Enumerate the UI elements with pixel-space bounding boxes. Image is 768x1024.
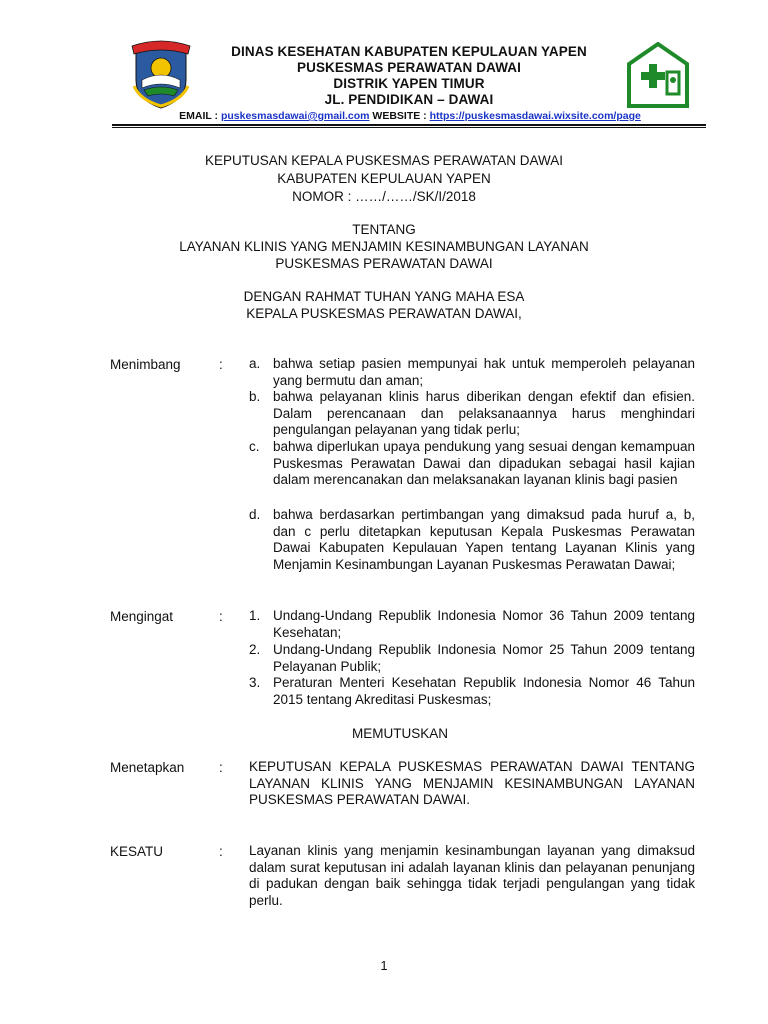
kesatu-colon: : — [219, 844, 223, 859]
decree-title-line1: KEPUTUSAN KEPALA PUSKESMAS PERAWATAN DAWAI — [204, 153, 564, 168]
menimbang-item-a — [249, 356, 695, 389]
decree-number: NOMOR : ……/……/SK/I/2018 — [292, 189, 476, 204]
tentang-heading: TENTANG — [352, 222, 416, 237]
decree-subject-line2: PUSKESMAS PERAWATAN DAWAI — [275, 256, 493, 271]
item-marker: a. — [249, 356, 261, 371]
decree-subject-line1: LAYANAN KLINIS YANG MENJAMIN KESINAMBUNGAN LAYANAN — [179, 239, 589, 254]
menimbang-item-d — [249, 507, 695, 573]
rahmat-line2: KEPALA PUSKESMAS PERAWATAN DAWAI, — [246, 306, 522, 321]
kesatu-label: KESATU — [110, 844, 164, 859]
menetapkan-colon: : — [219, 760, 223, 775]
item-marker: c. — [249, 439, 260, 454]
letterhead-divider-thick — [112, 124, 706, 126]
email-label: EMAIL : — [179, 110, 221, 122]
letterhead-address: JL. PENDIDIKAN – DAWAI — [324, 92, 494, 107]
menimbang-item-b — [249, 389, 695, 439]
letterhead-agency: DINAS KESEHATAN KABUPATEN KEPULAUAN YAPEN — [231, 44, 587, 59]
email-link[interactable]: puskesmasdawai@gmail.com — [220, 110, 370, 122]
page-number: 1 — [380, 958, 388, 973]
item-marker: 2. — [249, 642, 261, 657]
item-text: Peraturan Menteri Kesehatan Republik Indonesia Nomor 46 Tahun 2015 tentang Akreditasi Puskesmas; — [273, 675, 695, 707]
item-text: Undang-Undang Republik Indonesia Nomor 36 Tahun 2009 tentang Kesehatan; — [273, 608, 695, 640]
memutuskan-heading: MEMUTUSKAN — [351, 726, 448, 741]
menetapkan-label: Menetapkan — [110, 760, 185, 775]
kesatu-text: Layanan klinis yang menjamin kesinambungan layanan yang dimaksud dalam surat keputusan ini adalah layanan klinis dan pelayanan penunjang di padukan dengan baik sehingga tidak terjadi pengulangan yang tidak perlu. — [249, 843, 695, 908]
letterhead-contact — [120, 110, 700, 123]
menimbang-label: Menimbang — [110, 357, 181, 372]
decree-title-line2: KABUPATEN KEPULAUAN YAPEN — [277, 171, 491, 186]
item-marker: d. — [249, 507, 261, 522]
rahmat-line1: DENGAN RAHMAT TUHAN YANG MAHA ESA — [243, 289, 525, 304]
item-marker: 3. — [249, 675, 261, 690]
letterhead-text — [200, 44, 618, 108]
mengingat-label: Mengingat — [110, 609, 174, 624]
mengingat-item-3 — [249, 675, 695, 708]
menimbang-item-c — [249, 439, 695, 489]
item-text: bahwa setiap pasien mempunyai hak untuk memperoleh pelayanan yang bermutu dan aman; — [273, 356, 695, 388]
mengingat-item-2 — [249, 642, 695, 675]
item-text: bahwa berdasarkan pertimbangan yang dimaksud pada huruf a, b, dan c perlu ditetapkan keputusan Kepala Puskesmas Perawatan Dawai Kabupaten Kepulauan Yapen tentang Layanan Klinis yang Menjamin Kesinambungan Layanan Puskesmas Perawatan Dawai; — [273, 507, 695, 572]
mengingat-item-1 — [249, 608, 695, 641]
mengingat-colon: : — [219, 609, 223, 624]
website-label: WEBSITE : — [369, 110, 430, 122]
regency-crest-logo — [130, 40, 192, 110]
item-text: Undang-Undang Republik Indonesia Nomor 25 Tahun 2009 tentang Pelayanan Publik; — [273, 642, 695, 674]
letterhead-district: DISTRIK YAPEN TIMUR — [333, 76, 485, 91]
letterhead-facility: PUSKESMAS PERAWATAN DAWAI — [296, 60, 522, 75]
item-marker: 1. — [249, 608, 261, 623]
website-link[interactable]: https://puskesmasdawai.wixsite.com/page — [429, 110, 641, 122]
item-text: bahwa diperlukan upaya pendukung yang sesuai dengan kemampuan Puskesmas Perawatan Dawai dan dipadukan sebagai hasil kajian dalam merencanakan dan melaksanakan layanan klinis bagi pasien — [273, 439, 695, 487]
menimbang-colon: : — [219, 357, 223, 372]
item-text: bahwa pelayanan klinis harus diberikan dengan efektif dan efisien. Dalam perencanaan dan pelaksanaannya harus menghindari pengulangan pelayanan yang tidak perlu; — [273, 389, 695, 437]
item-marker: b. — [249, 389, 261, 404]
menetapkan-text: KEPUTUSAN KEPALA PUSKESMAS PERAWATAN DAWAI TENTANG LAYANAN KLINIS YANG MENJAMIN KESINAMBUNGAN LAYANAN PUSKESMAS PERAWATAN DAWAI. — [249, 759, 695, 807]
letterhead-divider-thin — [112, 127, 706, 128]
puskesmas-logo — [627, 42, 689, 108]
